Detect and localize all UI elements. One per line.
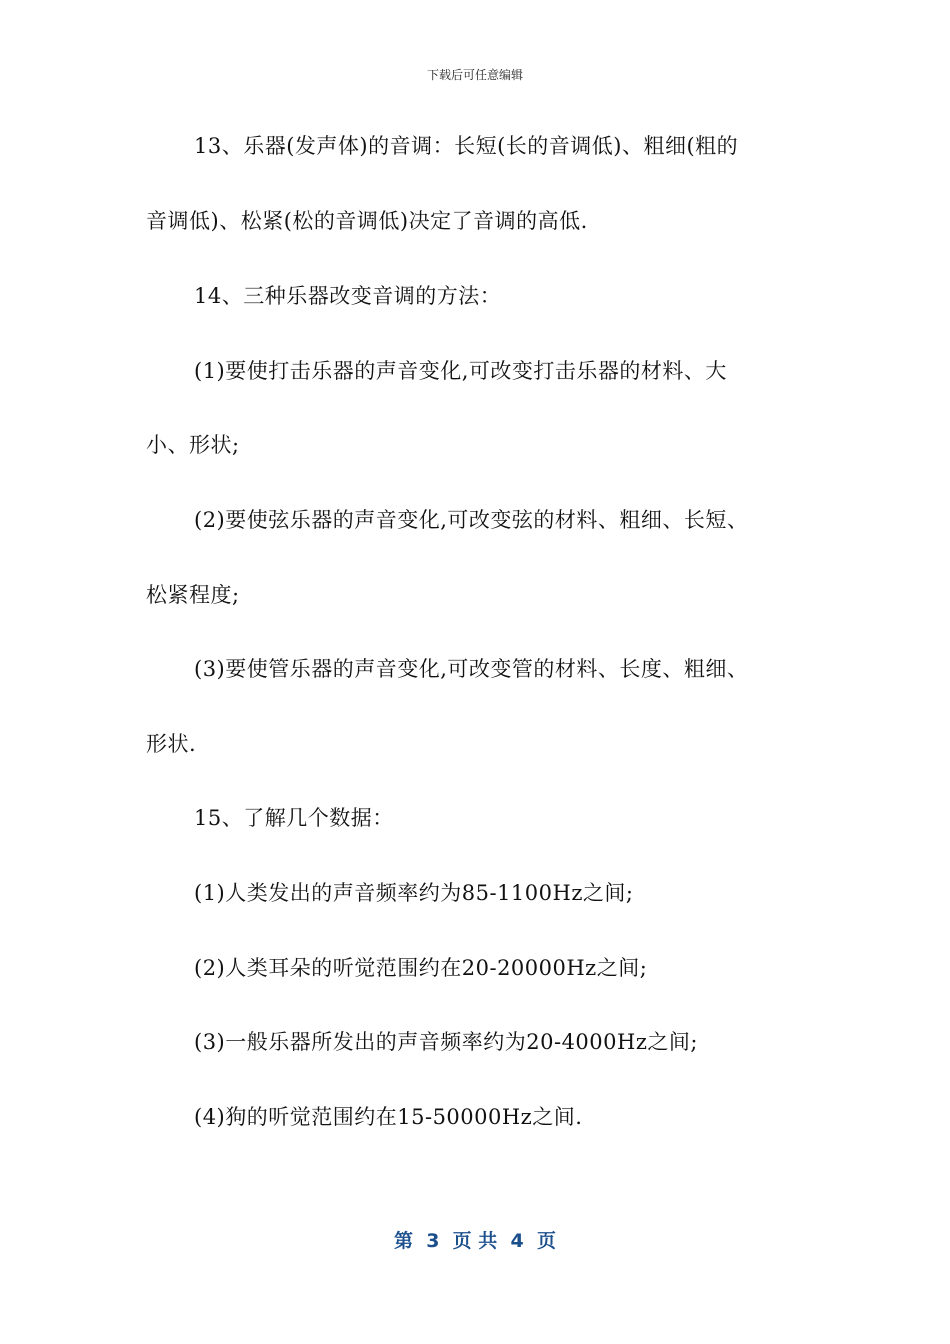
paragraph-13-line-1: 13、乐器(发声体)的音调：长短(长的音调低)、粗细(粗的 xyxy=(194,134,739,158)
paragraph-13-line-2: 音调低)、松紧(松的音调低)决定了音调的高低. xyxy=(146,209,588,233)
item-14-3-line-1: (3)要使管乐器的声音变化,可改变管的材料、长度、粗细、 xyxy=(194,657,749,681)
item-14-2-line-1: (2)要使弦乐器的声音变化,可改变弦的材料、粗细、长短、 xyxy=(194,508,749,532)
paragraph-15-heading: 15、了解几个数据： xyxy=(194,806,394,830)
item-14-3-line-2: 形状. xyxy=(146,732,197,756)
page-header: 下载后可任意编辑 xyxy=(426,68,523,82)
item-14-2-line-2: 松紧程度; xyxy=(146,583,240,607)
item-14-1-line-1: (1)要使打击乐器的声音变化,可改变打击乐器的材料、大 xyxy=(194,359,727,383)
item-15-1: (1)人类发出的声音频率约为85-1100Hz之间; xyxy=(194,881,634,905)
page-number-footer: 第 3 页 共 4 页 xyxy=(394,1230,556,1252)
paragraph-14-heading: 14、三种乐器改变音调的方法： xyxy=(194,284,502,308)
item-15-2: (2)人类耳朵的听觉范围约在20-20000Hz之间; xyxy=(194,956,648,980)
item-14-1-line-2: 小、形状; xyxy=(146,433,240,457)
item-15-3: (3)一般乐器所发出的声音频率约为20-4000Hz之间; xyxy=(194,1030,698,1054)
item-15-4: (4)狗的听觉范围约在15-50000Hz之间. xyxy=(194,1105,583,1129)
